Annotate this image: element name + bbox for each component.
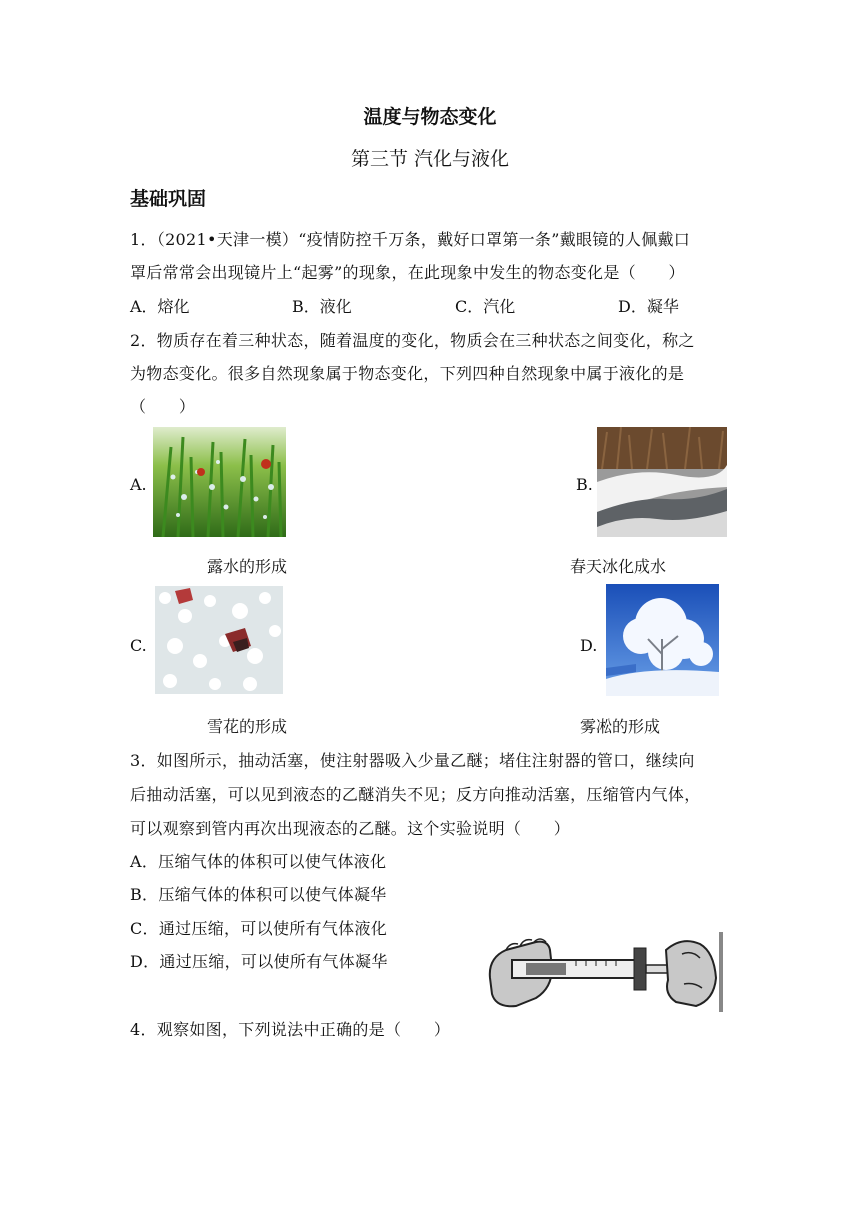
q3-line-2: 后抽动活塞，可以见到液态的乙醚消失不见；反方向推动活塞，压缩管内气体，	[130, 785, 701, 804]
section-heading: 基础巩固	[130, 188, 207, 210]
q2-choice-d-caption: 雾凇的形成	[580, 717, 661, 736]
document-subtitle: 第三节 汽化与液化	[350, 148, 510, 170]
q2-choice-a-letter: A.	[130, 475, 147, 494]
q2-choice-d-letter: D.	[580, 636, 598, 655]
q2-line-3: （ ）	[130, 397, 196, 416]
q3-option-c: C．通过压缩，可以使所有气体液化	[130, 919, 388, 938]
q1-line-1: 1．（2021•天津一模）“疫情防控千万条，戴好口罩第一条”戴眼镜的人佩戴口	[130, 230, 691, 249]
q1-option-b: B．液化	[292, 297, 352, 316]
q1-option-d: D．凝华	[618, 297, 679, 316]
q2-choice-b-letter: B.	[576, 475, 593, 494]
syringe-experiment-image	[486, 928, 724, 1016]
q3-option-b: B．压缩气体的体积可以使气体凝华	[130, 885, 387, 904]
q2-choice-a-caption: 露水的形成	[207, 557, 288, 576]
q3-line-1: 3．如图所示，抽动活塞，使注射器吸入少量乙醚；堵住注射器的管口，继续向	[130, 751, 695, 770]
q2-line-1: 2．物质存在着三种状态，随着温度的变化，物质会在三种状态之间变化，称之	[130, 331, 695, 350]
q2-choice-c-letter: C.	[130, 636, 147, 655]
q1-option-a: A．熔化	[130, 297, 190, 316]
document-title: 温度与物态变化	[363, 106, 497, 128]
q2-choice-b-caption: 春天冰化成水	[570, 557, 667, 576]
dew-on-grass-image	[153, 427, 286, 537]
q2-line-2: 为物态变化。很多自然现象属于物态变化，下列四种自然现象中属于液化的是	[130, 364, 685, 383]
melting-ice-river-image	[597, 427, 727, 537]
q3-option-a: A．压缩气体的体积可以使气体液化	[130, 852, 387, 871]
q3-line-3: 可以观察到管内再次出现液态的乙醚。这个实验说明（ ）	[130, 819, 571, 838]
snowflakes-image	[155, 586, 283, 694]
q1-option-c: C．汽化	[455, 297, 516, 316]
rime-frost-tree-image	[606, 584, 719, 696]
q3-option-d: D．通过压缩，可以使所有气体凝华	[130, 952, 388, 971]
q1-line-2: 罩后常常会出现镜片上“起雾”的现象，在此现象中发生的物态变化是（ ）	[130, 263, 685, 282]
q4-line-1: 4．观察如图，下列说法中正确的是（ ）	[130, 1020, 451, 1039]
q2-choice-c-caption: 雪花的形成	[207, 717, 288, 736]
